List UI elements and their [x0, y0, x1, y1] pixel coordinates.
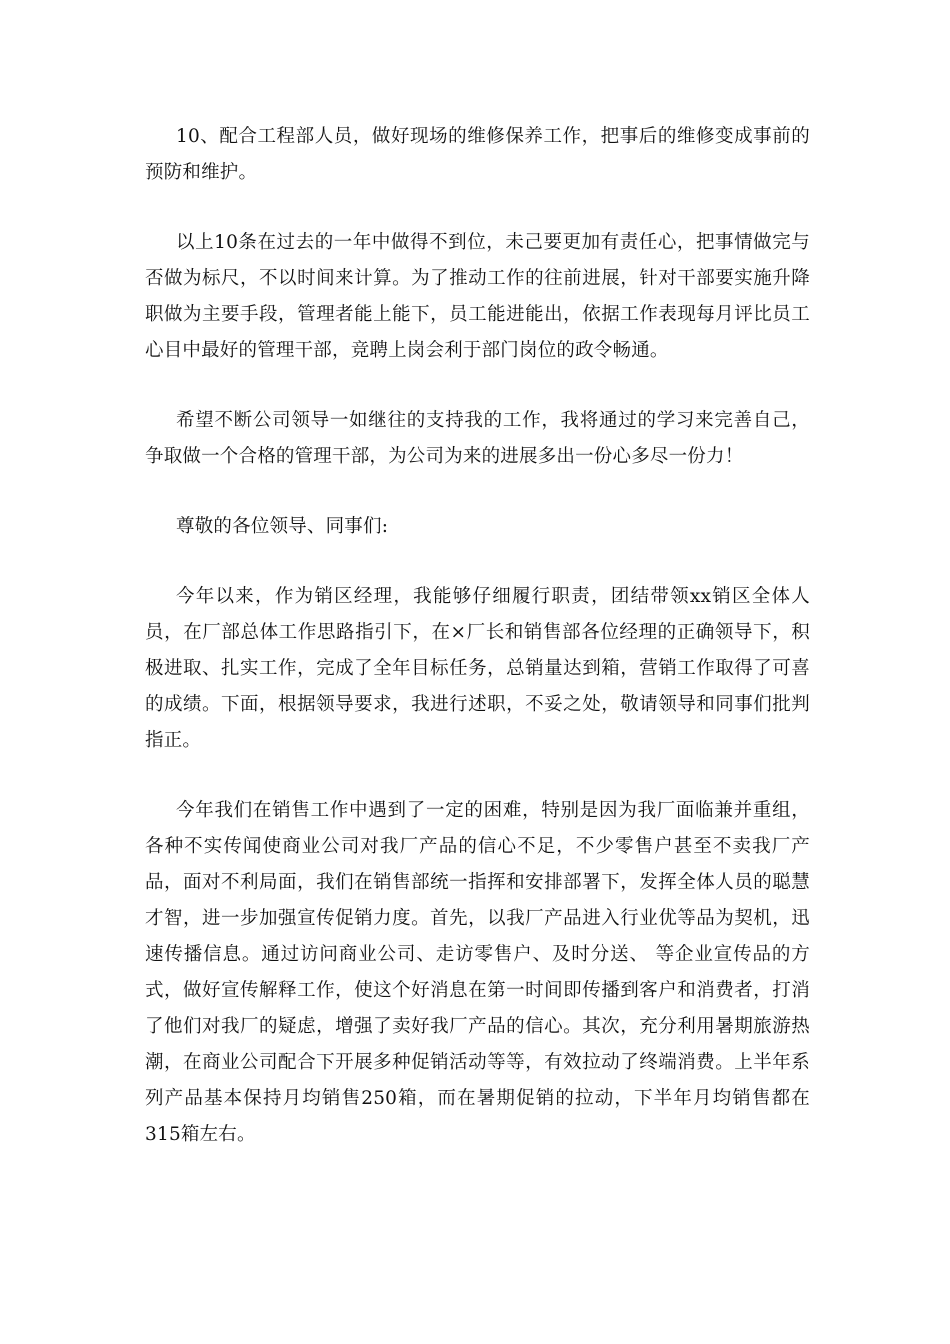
paragraph-intro: 今年以来，作为销区经理，我能够仔细履行职责，团结带领xx销区全体人员，在厂部总体工作思路指引下，在×厂长和销售部各位经理的正确领导下，积极进取、扎实工作，完成了全年目标任务，总销量达到箱，营销工作取得了可喜的成绩。下面，根据领导要求，我进行述职，不妥之处，敬请领导和同事们批判指正。 [145, 586, 810, 751]
document-body [145, 119, 810, 1153]
paragraph-sales: 今年我们在销售工作中遇到了一定的困难，特别是因为我厂面临兼并重组，各种不实传闻使商业公司对我厂产品的信心不足，不少零售户甚至不卖我厂产品，面对不利局面，我们在销售部统一指挥和安排部署下，发挥全体人员的聪慧才智，进一步加强宣传促销力度。首先，以我厂产品进入行业优等品为契机，迅速传播信息。通过访问商业公司、走访零售户、及时分送、 等企业宣传品的方式，做好宣传解释工作，使这个好消息在第一时间即传播到客户和消费者，打消了他们对我厂的疑虑，增强了卖好我厂产品的信心。其次，充分利用暑期旅游热潮，在商业公司配合下开展多种促销活动等等，有效拉动了终端消费。上半年系列产品基本保持月均销售250箱，而在暑期促销的拉动，下半年月均销售都在315箱左右。 [145, 800, 810, 1145]
paragraph-salutation: 尊敬的各位领导、同事们: [176, 516, 389, 537]
paragraph-summary: 以上10条在过去的一年中做得不到位，未己要更加有责任心，把事情做完与否做为标尺，不以时间来计算。为了推动工作的往前进展，针对干部要实施升降职做为主要手段，管理者能上能下，员工能进能出，依据工作表现每月评比员工心目中最好的管理干部，竞聘上岗会利于部门岗位的政令畅通。 [145, 232, 810, 361]
paragraph-maintenance: 10、配合工程部人员，做好现场的维修保养工作，把事后的维修变成事前的预防和维护。 [145, 126, 810, 183]
paragraph-hope: 希望不断公司领导一如继往的支持我的工作，我将通过的学习来完善自己，争取做一个合格的管理干部，为公司为来的进展多出一份心多尽一份力！ [145, 410, 810, 467]
